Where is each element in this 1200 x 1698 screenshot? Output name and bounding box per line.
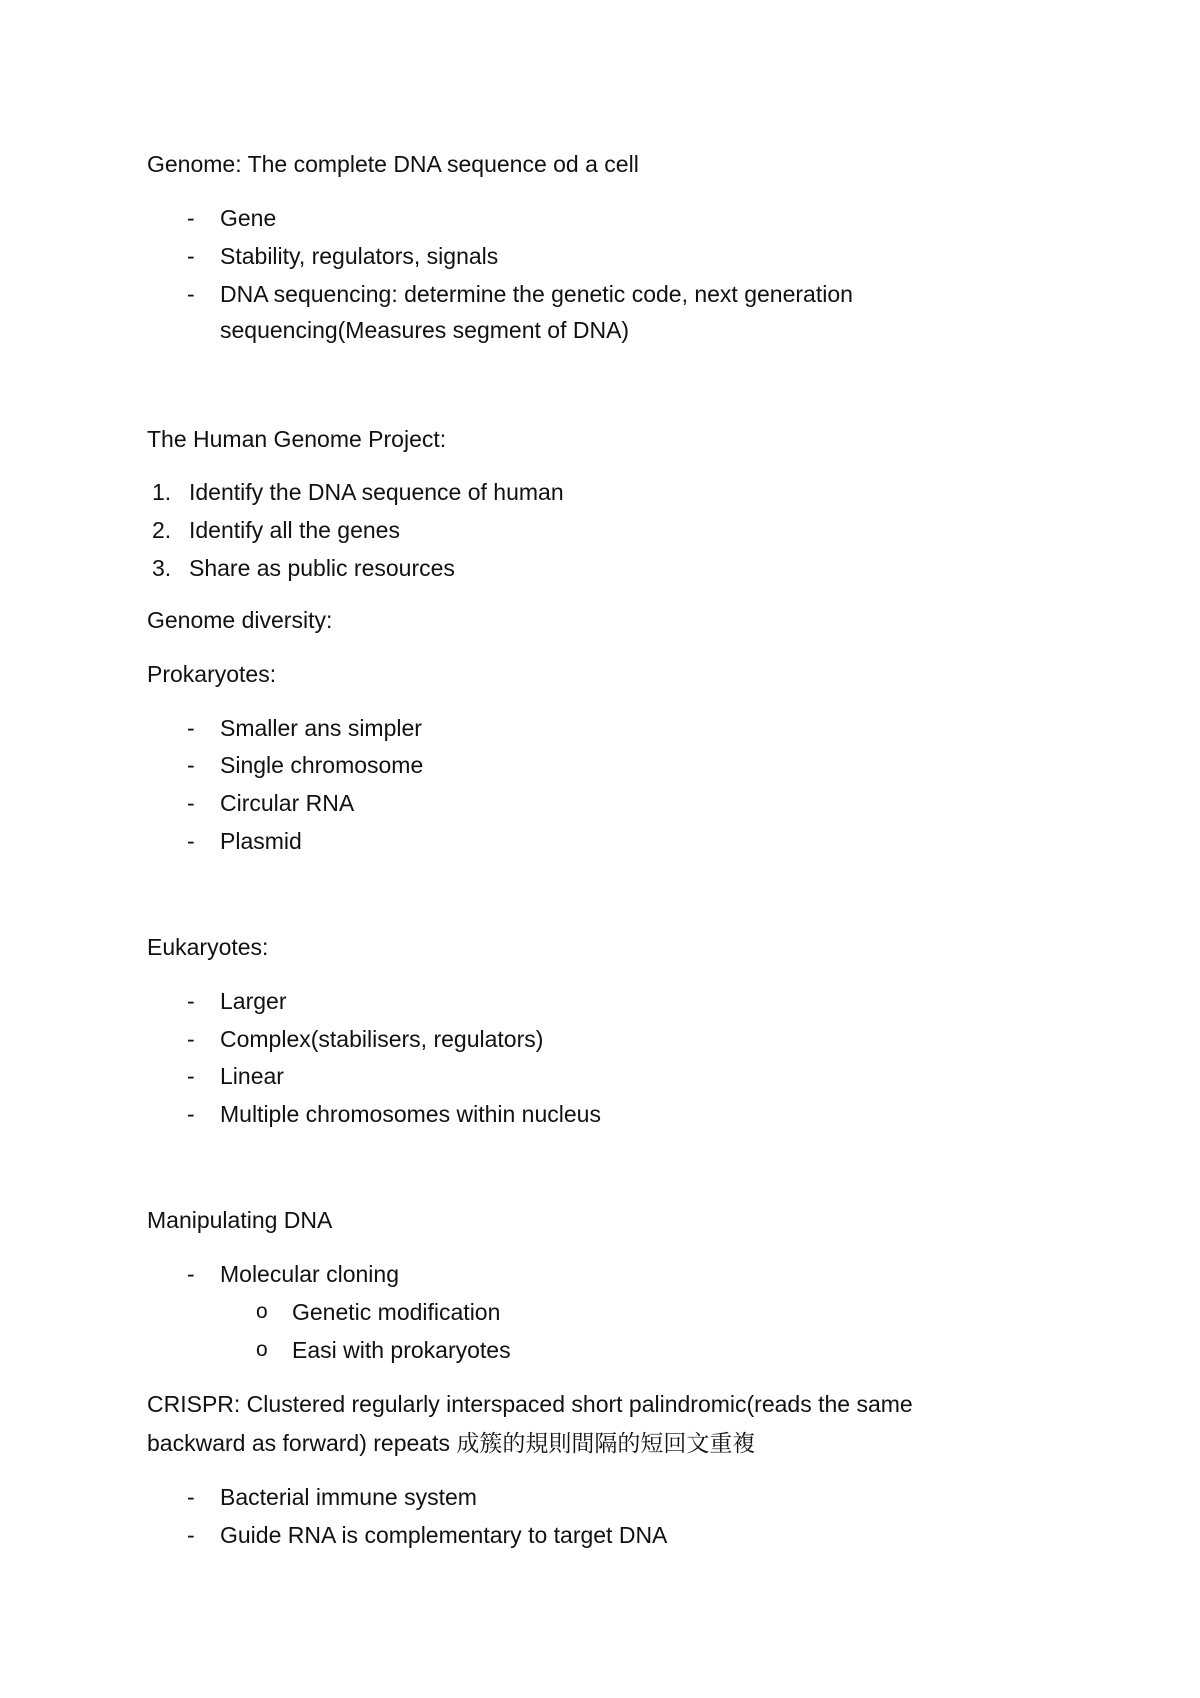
list-item: Multiple chromosomes within nucleus bbox=[220, 1101, 601, 1127]
crispr-definition-line-2: backward as forward) repeats 成簇的規則間隔的短回文重複 bbox=[147, 1430, 756, 1456]
circle-marker: o bbox=[256, 1300, 268, 1323]
list-item: Share as public resources bbox=[189, 555, 455, 581]
list-item-continuation: sequencing(Measures segment of DNA) bbox=[220, 317, 630, 343]
list-item: Single chromosome bbox=[220, 752, 424, 778]
dash-marker: - bbox=[187, 715, 195, 741]
list-item: Gene bbox=[220, 205, 277, 231]
dash-marker: - bbox=[187, 828, 195, 854]
dash-marker: - bbox=[187, 1026, 195, 1052]
genome-heading: Genome: The complete DNA sequence od a cell bbox=[147, 151, 639, 177]
list-item: DNA sequencing: determine the genetic code, next generation bbox=[220, 281, 853, 307]
circle-marker: o bbox=[256, 1338, 268, 1361]
dash-marker: - bbox=[187, 1063, 195, 1089]
list-number: 2. bbox=[152, 517, 172, 543]
dash-marker: - bbox=[187, 1261, 195, 1287]
list-item: Stability, regulators, signals bbox=[220, 243, 499, 269]
hgp-heading: The Human Genome Project: bbox=[147, 426, 447, 452]
list-item: Identify the DNA sequence of human bbox=[189, 479, 564, 505]
list-item: Identify all the genes bbox=[189, 517, 400, 543]
dash-marker: - bbox=[187, 205, 195, 231]
list-number: 1. bbox=[152, 479, 172, 505]
list-item: Smaller ans simpler bbox=[220, 715, 422, 741]
list-item: Complex(stabilisers, regulators) bbox=[220, 1026, 544, 1052]
list-number: 3. bbox=[152, 555, 172, 581]
dash-marker: - bbox=[187, 790, 195, 816]
dash-marker: - bbox=[187, 752, 195, 778]
dash-marker: - bbox=[187, 988, 195, 1014]
prokaryotes-heading: Prokaryotes: bbox=[147, 661, 277, 687]
list-item: Larger bbox=[220, 988, 287, 1014]
diversity-heading: Genome diversity: bbox=[147, 607, 333, 633]
sub-list-item: Easi with prokaryotes bbox=[292, 1337, 511, 1363]
list-item: Linear bbox=[220, 1063, 284, 1089]
list-item: Circular RNA bbox=[220, 790, 355, 816]
list-item: Plasmid bbox=[220, 828, 302, 854]
dash-marker: - bbox=[187, 281, 195, 307]
dash-marker: - bbox=[187, 243, 195, 269]
list-item: Bacterial immune system bbox=[220, 1484, 477, 1510]
manipulating-heading: Manipulating DNA bbox=[147, 1207, 333, 1233]
sub-list-item: Genetic modification bbox=[292, 1299, 501, 1325]
dash-marker: - bbox=[187, 1522, 195, 1548]
dash-marker: - bbox=[187, 1484, 195, 1510]
crispr-definition-line-1: CRISPR: Clustered regularly interspaced short palindromic(reads the same bbox=[147, 1391, 913, 1417]
dash-marker: - bbox=[187, 1101, 195, 1127]
eukaryotes-heading: Eukaryotes: bbox=[147, 934, 269, 960]
list-item: Guide RNA is complementary to target DNA bbox=[220, 1522, 668, 1548]
list-item: Molecular cloning bbox=[220, 1261, 399, 1287]
